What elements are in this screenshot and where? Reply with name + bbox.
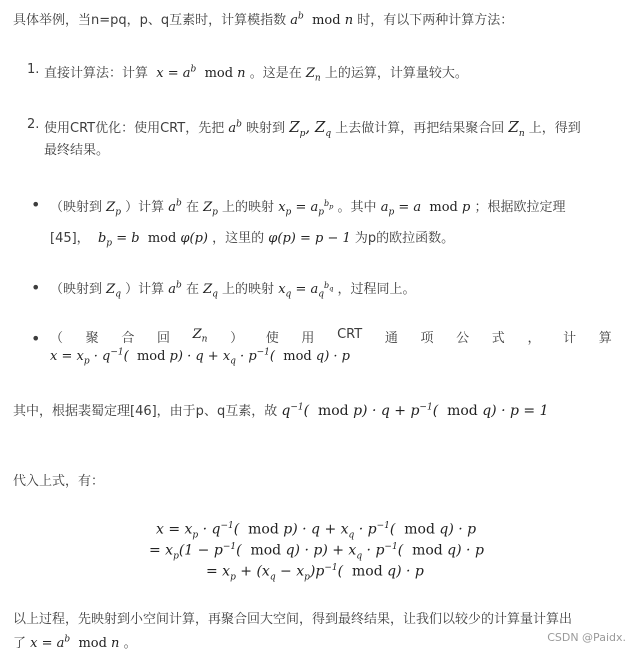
bullet-3-char: 合 bbox=[121, 331, 135, 346]
bullet-2-math-3: $Z_q$ bbox=[203, 282, 218, 300]
bullet-3-char: CRT bbox=[337, 327, 363, 342]
bullet-1-line-2 bbox=[50, 227, 454, 249]
method-1-number: 1. bbox=[27, 62, 40, 77]
bullet-1-math-4: $x_p = a_p^{b_p}$ bbox=[278, 198, 334, 218]
bullet-2-text-1: （映射到 bbox=[50, 282, 103, 297]
bullet-3-line-2 bbox=[50, 348, 350, 367]
method-2-math-2: $Z_p$, $Z_q$ bbox=[289, 118, 332, 139]
conclusion-math: $x = a^b$ mod n bbox=[30, 634, 120, 651]
bullet-3-char: （ bbox=[50, 331, 64, 346]
bullet-2-math-1: $Z_q$ bbox=[106, 282, 121, 300]
method-1-math-2: $Z_n$ bbox=[305, 66, 321, 84]
bullet-dot-2: • bbox=[31, 278, 41, 297]
csdn-watermark: CSDN @Paidx. bbox=[547, 631, 626, 644]
derivation-line-1: $x = x_p \cdot q^{-1}$( mod $p) \cdot q + x_q \cdot p^{-1}$( mod q) · p bbox=[156, 521, 477, 541]
method-2-number: 2. bbox=[27, 117, 40, 132]
method-2-text-3: 上去做计算，再把结果聚合回 bbox=[335, 121, 505, 136]
bullet-1-text-4: 上的映射 bbox=[222, 200, 275, 215]
method-2-text-4: 上，得到 bbox=[528, 121, 581, 136]
bullet-1-math-1: $Z_p$ bbox=[106, 200, 121, 218]
bullet-3-char: 项 bbox=[420, 331, 434, 346]
bullet-2-math-4: $x_q = a_q^{b_q}$ bbox=[278, 280, 334, 300]
bullet-3-char: 公 bbox=[456, 331, 470, 346]
bullet-2-text-2: ）计算 bbox=[125, 282, 165, 297]
bullet-2-text-5: ，过程同上。 bbox=[337, 282, 416, 297]
method-1-math-1: $x = a^b$ mod n bbox=[152, 64, 246, 81]
bullet-1-math-6: $b_p = b$ mod φ(p) bbox=[93, 231, 208, 249]
bullet-3-char: 用 bbox=[301, 331, 315, 346]
conclusion-line-1: 以上过程，先映射到小空间计算，再聚合回大空间，得到最终结果，让我们以较少的计算量计算出 bbox=[13, 612, 573, 627]
bullet-dot-1: • bbox=[31, 195, 41, 214]
bullet-3-char: ） bbox=[230, 331, 244, 346]
intro-text-1: 具体举例，当n=pq，p、q互素时，计算模指数 bbox=[13, 13, 287, 28]
bezout-text: 其中，根据裴蜀定理[46]，由于p、q互素，故 bbox=[13, 404, 278, 419]
bullet-2 bbox=[50, 278, 416, 300]
method-2-line-1 bbox=[44, 117, 581, 139]
method-1-text-3: 上的运算，计算量较大。 bbox=[324, 66, 468, 81]
bezout-math: $q^{-1}$( mod $p) \cdot q + p^{-1}$( mod q) · p = 1 bbox=[281, 402, 549, 419]
bullet-1-text-2: ）计算 bbox=[125, 200, 165, 215]
intro-math: $a^b$ mod n bbox=[290, 11, 354, 28]
bullet-2-text-3: 在 bbox=[185, 282, 199, 297]
bullet-1-text-7: [45]， bbox=[50, 231, 90, 246]
method-2-line-2: 最终结果。 bbox=[44, 143, 110, 158]
bullet-1-text-6: ；根据欧拉定理 bbox=[474, 200, 566, 215]
bullet-1-text-3: 在 bbox=[185, 200, 199, 215]
bullet-1-text-5: 。其中 bbox=[337, 200, 377, 215]
method-1-text-1: 直接计算法：计算 bbox=[44, 66, 149, 81]
bullet-2-text-4: 上的映射 bbox=[222, 282, 275, 297]
method-1-text-2: 。这是在 bbox=[249, 66, 302, 81]
bullet-3-char: 算 bbox=[598, 331, 612, 346]
bullet-3-char: 计 bbox=[563, 331, 577, 346]
intro-paragraph bbox=[13, 9, 513, 28]
intro-text-2: 时，有以下两种计算方法： bbox=[357, 13, 514, 28]
method-2-text-1: 使用CRT优化：使用CRT，先把 bbox=[44, 121, 225, 136]
method-1 bbox=[44, 62, 468, 84]
method-2-math-1: $a^b$ bbox=[228, 119, 242, 136]
bullet-3-char: 式 bbox=[491, 331, 505, 346]
bullet-2-math-2: $a^b$ bbox=[168, 280, 182, 297]
method-2-math-3: $Z_n$ bbox=[508, 118, 525, 139]
method-2-text-2: 映射到 bbox=[246, 121, 286, 136]
bullet-3-char: 聚 bbox=[85, 331, 99, 346]
bullet-3-char: 使 bbox=[265, 331, 279, 346]
bullet-3-math-1: $x = x_p \cdot q^{-1}$( mod $p) \cdot q + x_q \cdot p^{-1}$( mod q) · p bbox=[50, 348, 350, 367]
substitute-text: 代入上式，有： bbox=[13, 474, 105, 489]
bullet-3-char: 回 bbox=[156, 331, 170, 346]
bullet-3-line-1 bbox=[50, 327, 612, 346]
bullet-3-math-zn: $Z_n$ bbox=[192, 327, 208, 345]
conclusion-line-2 bbox=[13, 632, 137, 651]
bullet-1-line-1 bbox=[50, 196, 566, 218]
bullet-1-text-1: （映射到 bbox=[50, 200, 103, 215]
bullet-3-char: 通 bbox=[384, 331, 398, 346]
derivation-line-2: = $x_p(1 - p^{-1}$( mod $q) \cdot p) + x_q \cdot p^{-1}$( mod q) · p bbox=[149, 542, 484, 562]
bullet-1-math-2: $a^b$ bbox=[168, 198, 182, 215]
bullet-1-text-9: 为p的欧拉函数。 bbox=[354, 231, 455, 246]
conclusion-text-2: 了 bbox=[13, 636, 27, 651]
derivation-line-3: = $x_p + (x_q - x_p)p^{-1}$( mod q) · p bbox=[206, 563, 424, 583]
bullet-1-text-8: ，这里的 bbox=[212, 231, 265, 246]
bullet-1-math-3: $Z_p$ bbox=[203, 200, 218, 218]
bullet-3-char: ， bbox=[527, 331, 541, 346]
bezout-paragraph bbox=[13, 400, 548, 419]
conclusion-text-3: 。 bbox=[123, 636, 137, 651]
bullet-1-math-7: φ(p) = p − 1 bbox=[268, 231, 351, 246]
bullet-dot-3: • bbox=[31, 329, 41, 348]
bullet-1-math-5: $a_p = a$ mod p bbox=[380, 200, 471, 218]
